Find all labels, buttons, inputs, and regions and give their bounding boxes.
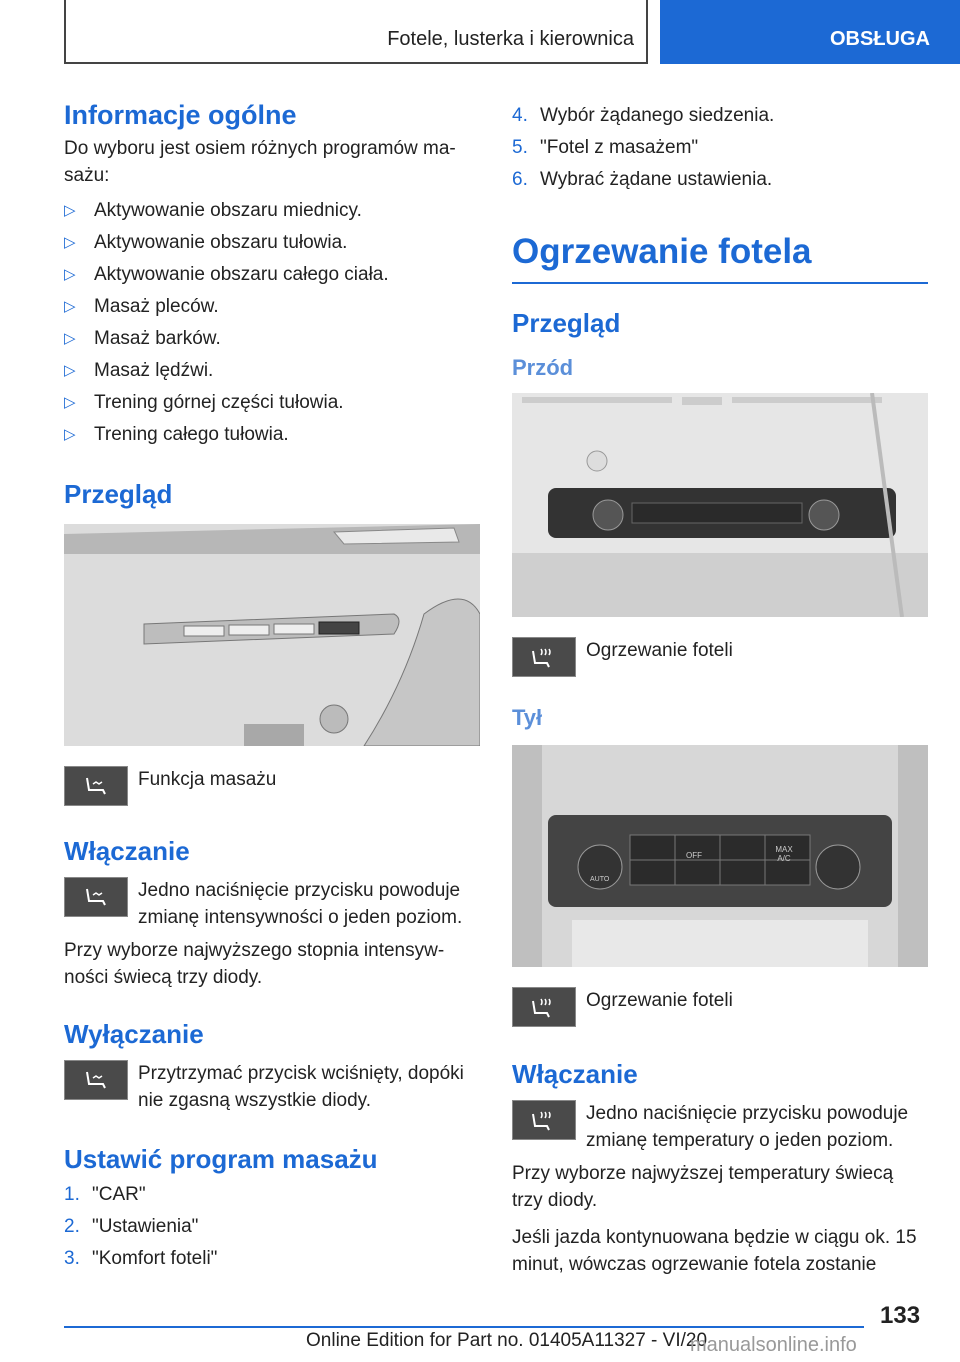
seat-heating-icon [512, 1100, 576, 1140]
on-title: Włączanie [512, 1059, 638, 1089]
rear-caption: Ogrzewanie foteli [586, 990, 733, 1011]
rear-icon-row [512, 987, 928, 1027]
triangle-icon: ▷ [64, 362, 76, 379]
panel-label-off: OFF [686, 851, 702, 860]
list-item: 2. "Ustawienia" [64, 1216, 199, 1237]
seat-heating-icon [512, 987, 576, 1027]
program-steps [64, 1179, 480, 1275]
list-item: 5. "Fotel z masażem" [512, 137, 699, 158]
door-panel-photo [64, 524, 480, 746]
program-title: Ustawić program masażu [64, 1144, 378, 1174]
page-number: 133 [880, 1302, 921, 1329]
footer-rule [64, 1326, 864, 1328]
list-item: ▷ Aktywowanie obszaru tułowia. [64, 227, 480, 259]
triangle-icon: ▷ [64, 266, 76, 283]
list-item: ▷ Masaż lędźwi. [64, 355, 480, 387]
header-chapter-label: OBSŁUGA [830, 28, 930, 50]
header-chapter-tab [660, 0, 960, 64]
main-title: Ogrzewanie fotela [512, 232, 812, 271]
front-caption: Ogrzewanie foteli [586, 640, 733, 661]
list-item: ▷ Masaż barków. [64, 323, 480, 355]
list-item: ▷ Aktywowanie obszaru miednicy. [64, 195, 480, 227]
list-item: 4. Wybór żądanego siedzenia. [512, 105, 775, 126]
rear-title: Tył [512, 705, 543, 730]
on-icon-row [512, 1100, 928, 1154]
front-console-photo [512, 393, 928, 617]
list-item: 6. Wybrać żądane ustawienia. [512, 169, 773, 190]
on-text: Jedno naciśnięcie przycisku powoduje zmianę intensywności o jeden poziom. [138, 880, 463, 928]
left-column [64, 100, 480, 1275]
footer-edition: Online Edition for Part no. 01405A11327 - VI/20 [306, 1330, 708, 1351]
off-icon-row [64, 1060, 480, 1114]
triangle-icon: ▷ [64, 330, 76, 347]
triangle-icon: ▷ [64, 202, 76, 219]
triangle-icon: ▷ [64, 426, 76, 443]
rear-console-photo [512, 745, 928, 967]
title-rule [512, 282, 928, 284]
header-section-title: Fotele, lusterka i kierownica [387, 28, 634, 50]
massage-icon-caption: Funkcja masażu [138, 769, 277, 790]
program-list [64, 195, 480, 451]
front-title: Przód [512, 355, 574, 380]
list-item: ▷ Trening całego tułowia. [64, 419, 480, 451]
on-text-2: Przy wyborze najwyższego stopnia intensyw-ności świecą trzy diody. [64, 940, 445, 988]
program-steps-cont [512, 100, 928, 196]
off-text: Przytrzymać przycisk wciśnięty, dopóki nie zgasną wszystkie diody. [138, 1063, 464, 1111]
list-item: ▷ Aktywowanie obszaru całego ciała. [64, 259, 480, 291]
overview-title: Przegląd [64, 479, 173, 509]
header-section-box [64, 0, 648, 64]
massage-seat-icon [64, 1060, 128, 1100]
massage-seat-icon [64, 766, 128, 806]
seat-heating-icon [512, 637, 576, 677]
triangle-icon: ▷ [64, 298, 76, 315]
triangle-icon: ▷ [64, 394, 76, 411]
list-item: 3. "Komfort foteli" [64, 1248, 218, 1269]
panel-label-auto: AUTO [590, 876, 610, 883]
general-intro: Do wyboru jest osiem różnych programów ma-sażu: [64, 138, 456, 186]
triangle-icon: ▷ [64, 234, 76, 251]
on-title: Włączanie [64, 836, 190, 866]
massage-icon-row [64, 766, 480, 806]
on-text-2: Przy wyborze najwyższej temperatury świecą trzy diody. [512, 1163, 894, 1211]
list-item: ▷ Masaż pleców. [64, 291, 480, 323]
front-icon-row [512, 637, 928, 677]
watermark: manualsonline.info [690, 1334, 857, 1356]
note-text: Jeśli jazda kontynuowana będzie w ciągu ok. 15 minut, wówczas ogrzewanie fotela zostanie [512, 1227, 917, 1275]
panel-label-max: MAX A/C [775, 845, 793, 863]
on-text: Jedno naciśnięcie przycisku powoduje zmianę temperatury o jeden poziom. [586, 1103, 909, 1151]
off-title: Wyłączanie [64, 1019, 204, 1049]
list-item: ▷ Trening górnej części tułowia. [64, 387, 480, 419]
on-icon-row [64, 877, 480, 931]
massage-seat-icon [64, 877, 128, 917]
general-title: Informacje ogólne [64, 100, 297, 130]
right-column [512, 100, 928, 1278]
overview-title: Przegląd [512, 308, 621, 338]
list-item: 1. "CAR" [64, 1184, 146, 1205]
